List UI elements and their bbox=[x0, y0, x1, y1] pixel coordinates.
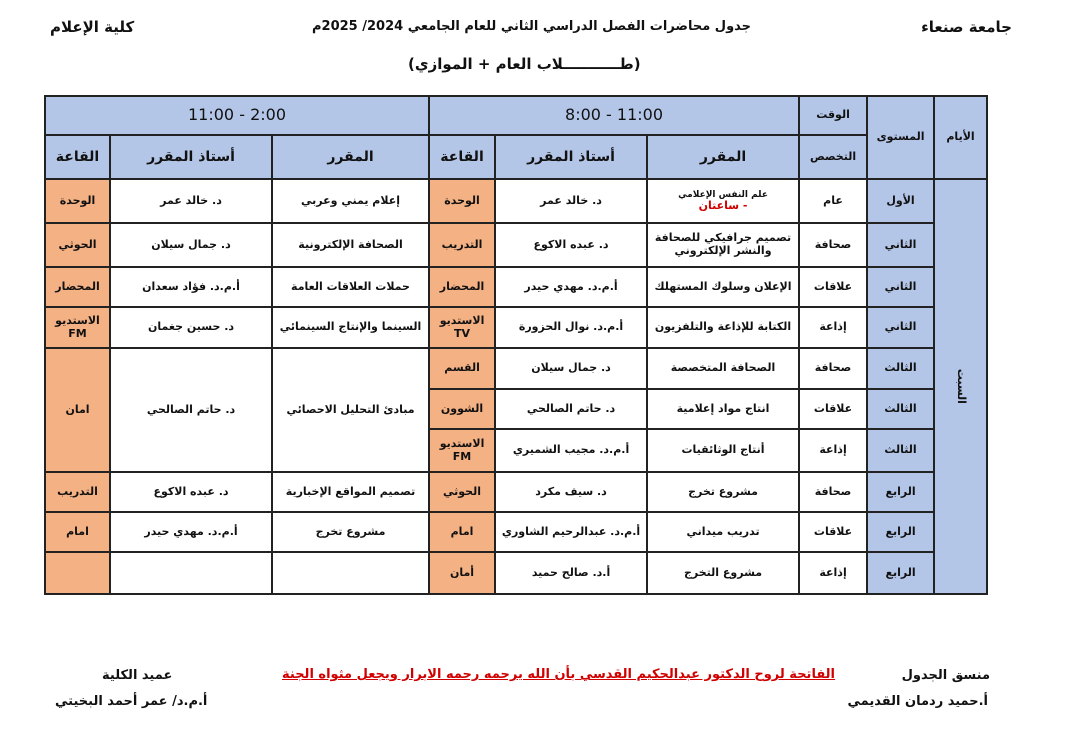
room-cell: أمان bbox=[429, 552, 495, 594]
specialty-cell: علاقات bbox=[799, 512, 867, 552]
instructor-cell: د. حاتم الصالحي bbox=[110, 348, 272, 472]
room-cell: الحوثي bbox=[429, 472, 495, 512]
level-header: المستوى bbox=[867, 96, 934, 179]
schedule-subtitle: (طـــــــــــلاب العام + الموازي) bbox=[408, 55, 641, 73]
room-cell: التدريب bbox=[429, 223, 495, 267]
dean-name: أ.م.د/ عمر أحمد البخيتي bbox=[55, 694, 208, 709]
specialty-header: التخصص bbox=[799, 135, 867, 179]
instructor-cell: أ.م.د. مهدي حيدر bbox=[110, 512, 272, 552]
specialty-cell: علاقات bbox=[799, 389, 867, 429]
specialty-cell: صحافة bbox=[799, 348, 867, 389]
days-header: الأيام bbox=[934, 96, 987, 179]
schedule-table bbox=[44, 95, 988, 595]
instructor-cell: أ.م.د. مجيب الشميري bbox=[495, 429, 647, 472]
course-cell: الصحافة المتخصصة bbox=[647, 348, 799, 389]
level-cell: الأول bbox=[867, 179, 934, 223]
course-cell: مبادئ التحليل الاحصائي bbox=[272, 348, 429, 472]
level-cell: الرابع bbox=[867, 552, 934, 594]
course-cell: الصحافة الإلكترونية bbox=[272, 223, 429, 267]
coordinator-name: أ.حميد ردمان القديمي bbox=[847, 694, 988, 709]
faculty-name: كلية الإعلام bbox=[50, 18, 135, 36]
slot2-room-header: القاعة bbox=[45, 135, 110, 179]
level-cell: الثاني bbox=[867, 307, 934, 348]
course-cell: انتاج مواد إعلامية bbox=[647, 389, 799, 429]
slot2-time: 2:00 - 11:00 bbox=[45, 96, 429, 135]
course-cell: أنتاج الوثائقيات bbox=[647, 429, 799, 472]
room-cell: المحضار bbox=[429, 267, 495, 307]
slot1-room-header: القاعة bbox=[429, 135, 495, 179]
room-cell: المحضار bbox=[45, 267, 110, 307]
coordinator-title: منسق الجدول bbox=[901, 668, 990, 683]
room-cell: الاستديو FM bbox=[429, 429, 495, 472]
specialty-cell: عام bbox=[799, 179, 867, 223]
level-cell: الرابع bbox=[867, 512, 934, 552]
instructor-cell: د. خالد عمر bbox=[110, 179, 272, 223]
course-cell: الكتابة للإذاعة والتلفزيون bbox=[647, 307, 799, 348]
specialty-cell: علاقات bbox=[799, 267, 867, 307]
room-cell: الاستديو FM bbox=[45, 307, 110, 348]
course-cell: إعلام يمني وعربي bbox=[272, 179, 429, 223]
course-cell: مشروع تخرج bbox=[272, 512, 429, 552]
room-cell: الوحدة bbox=[45, 179, 110, 223]
instructor-cell bbox=[110, 552, 272, 594]
instructor-cell: د. سيف مكرد bbox=[495, 472, 647, 512]
instructor-cell: أ.م.د. فؤاد سعدان bbox=[110, 267, 272, 307]
course-cell: تصميم جرافيكي للصحافة والنشر الإلكتروني bbox=[647, 223, 799, 267]
slot2-instructor-header: أستاذ المقرر bbox=[110, 135, 272, 179]
course-cell: حملات العلاقات العامة bbox=[272, 267, 429, 307]
instructor-cell: د. خالد عمر bbox=[495, 179, 647, 223]
room-cell: الاستديو TV bbox=[429, 307, 495, 348]
schedule-title: جدول محاضرات الفصل الدراسي الثاني للعام الجامعي 2024/ 2025م bbox=[312, 19, 752, 34]
room-cell: التدريب bbox=[45, 472, 110, 512]
room-cell: الشوون bbox=[429, 389, 495, 429]
table-row bbox=[45, 267, 987, 307]
specialty-cell: إذاعة bbox=[799, 307, 867, 348]
instructor-cell: د. جمال سيلان bbox=[110, 223, 272, 267]
level-cell: الرابع bbox=[867, 472, 934, 512]
slot1-time: 11:00 - 8:00 bbox=[429, 96, 799, 135]
instructor-cell: أ.د. صالح حميد bbox=[495, 552, 647, 594]
course-text: علم النفس الإعلامي bbox=[678, 189, 768, 200]
level-cell: الثاني bbox=[867, 223, 934, 267]
room-cell: امام bbox=[45, 512, 110, 552]
dean-title: عميد الكلية bbox=[102, 668, 173, 683]
specialty-cell: إذاعة bbox=[799, 429, 867, 472]
course-cell bbox=[647, 179, 799, 223]
course-note: - ساعتان bbox=[698, 198, 748, 212]
room-cell: القسم bbox=[429, 348, 495, 389]
table-row bbox=[45, 223, 987, 267]
instructor-cell: أ.م.د. عبدالرحيم الشاوري bbox=[495, 512, 647, 552]
instructor-cell: د. جمال سيلان bbox=[495, 348, 647, 389]
specialty-cell: صحافة bbox=[799, 472, 867, 512]
course-cell bbox=[272, 552, 429, 594]
instructor-cell: د. عبده الاكوع bbox=[110, 472, 272, 512]
course-cell: تدريب ميداني bbox=[647, 512, 799, 552]
day-cell: السبت bbox=[934, 179, 987, 594]
room-cell: امام bbox=[429, 512, 495, 552]
level-cell: الثالث bbox=[867, 348, 934, 389]
time-header: الوقت bbox=[799, 96, 867, 135]
course-cell: مشروع تخرج bbox=[647, 472, 799, 512]
slot2-course-header: المقرر bbox=[272, 135, 429, 179]
table-row bbox=[45, 348, 987, 389]
specialty-cell: صحافة bbox=[799, 223, 867, 267]
instructor-cell: أ.م.د. نوال الحزورة bbox=[495, 307, 647, 348]
instructor-cell: د. حسين جغمان bbox=[110, 307, 272, 348]
specialty-cell: إذاعة bbox=[799, 552, 867, 594]
course-cell: الإعلان وسلوك المستهلك bbox=[647, 267, 799, 307]
table-row bbox=[45, 552, 987, 594]
memorial-note: الفاتحة لروح الدكتور عبدالحكيم القدسي بأن الله يرحمه رحمه الابرار ويجعل مثواه الجنة bbox=[282, 667, 836, 682]
course-cell: تصميم المواقع الإخبارية bbox=[272, 472, 429, 512]
room-cell: الحوثي bbox=[45, 223, 110, 267]
table-row bbox=[45, 472, 987, 512]
level-cell: الثاني bbox=[867, 267, 934, 307]
course-cell: مشروع التخرج bbox=[647, 552, 799, 594]
level-cell: الثالث bbox=[867, 429, 934, 472]
table-row bbox=[45, 179, 987, 223]
instructor-cell: د. حاتم الصالحي bbox=[495, 389, 647, 429]
slot1-instructor-header: أستاذ المقرر bbox=[495, 135, 647, 179]
table-row bbox=[45, 307, 987, 348]
slot1-course-header: المقرر bbox=[647, 135, 799, 179]
room-cell bbox=[45, 552, 110, 594]
course-cell: السينما والإنتاج السينمائي bbox=[272, 307, 429, 348]
instructor-cell: د. عبده الاكوع bbox=[495, 223, 647, 267]
table-row bbox=[45, 512, 987, 552]
level-cell: الثالث bbox=[867, 389, 934, 429]
room-cell: امان bbox=[45, 348, 110, 472]
instructor-cell: أ.م.د. مهدي حيدر bbox=[495, 267, 647, 307]
room-cell: الوحدة bbox=[429, 179, 495, 223]
university-name: جامعة صنعاء bbox=[921, 18, 1012, 36]
